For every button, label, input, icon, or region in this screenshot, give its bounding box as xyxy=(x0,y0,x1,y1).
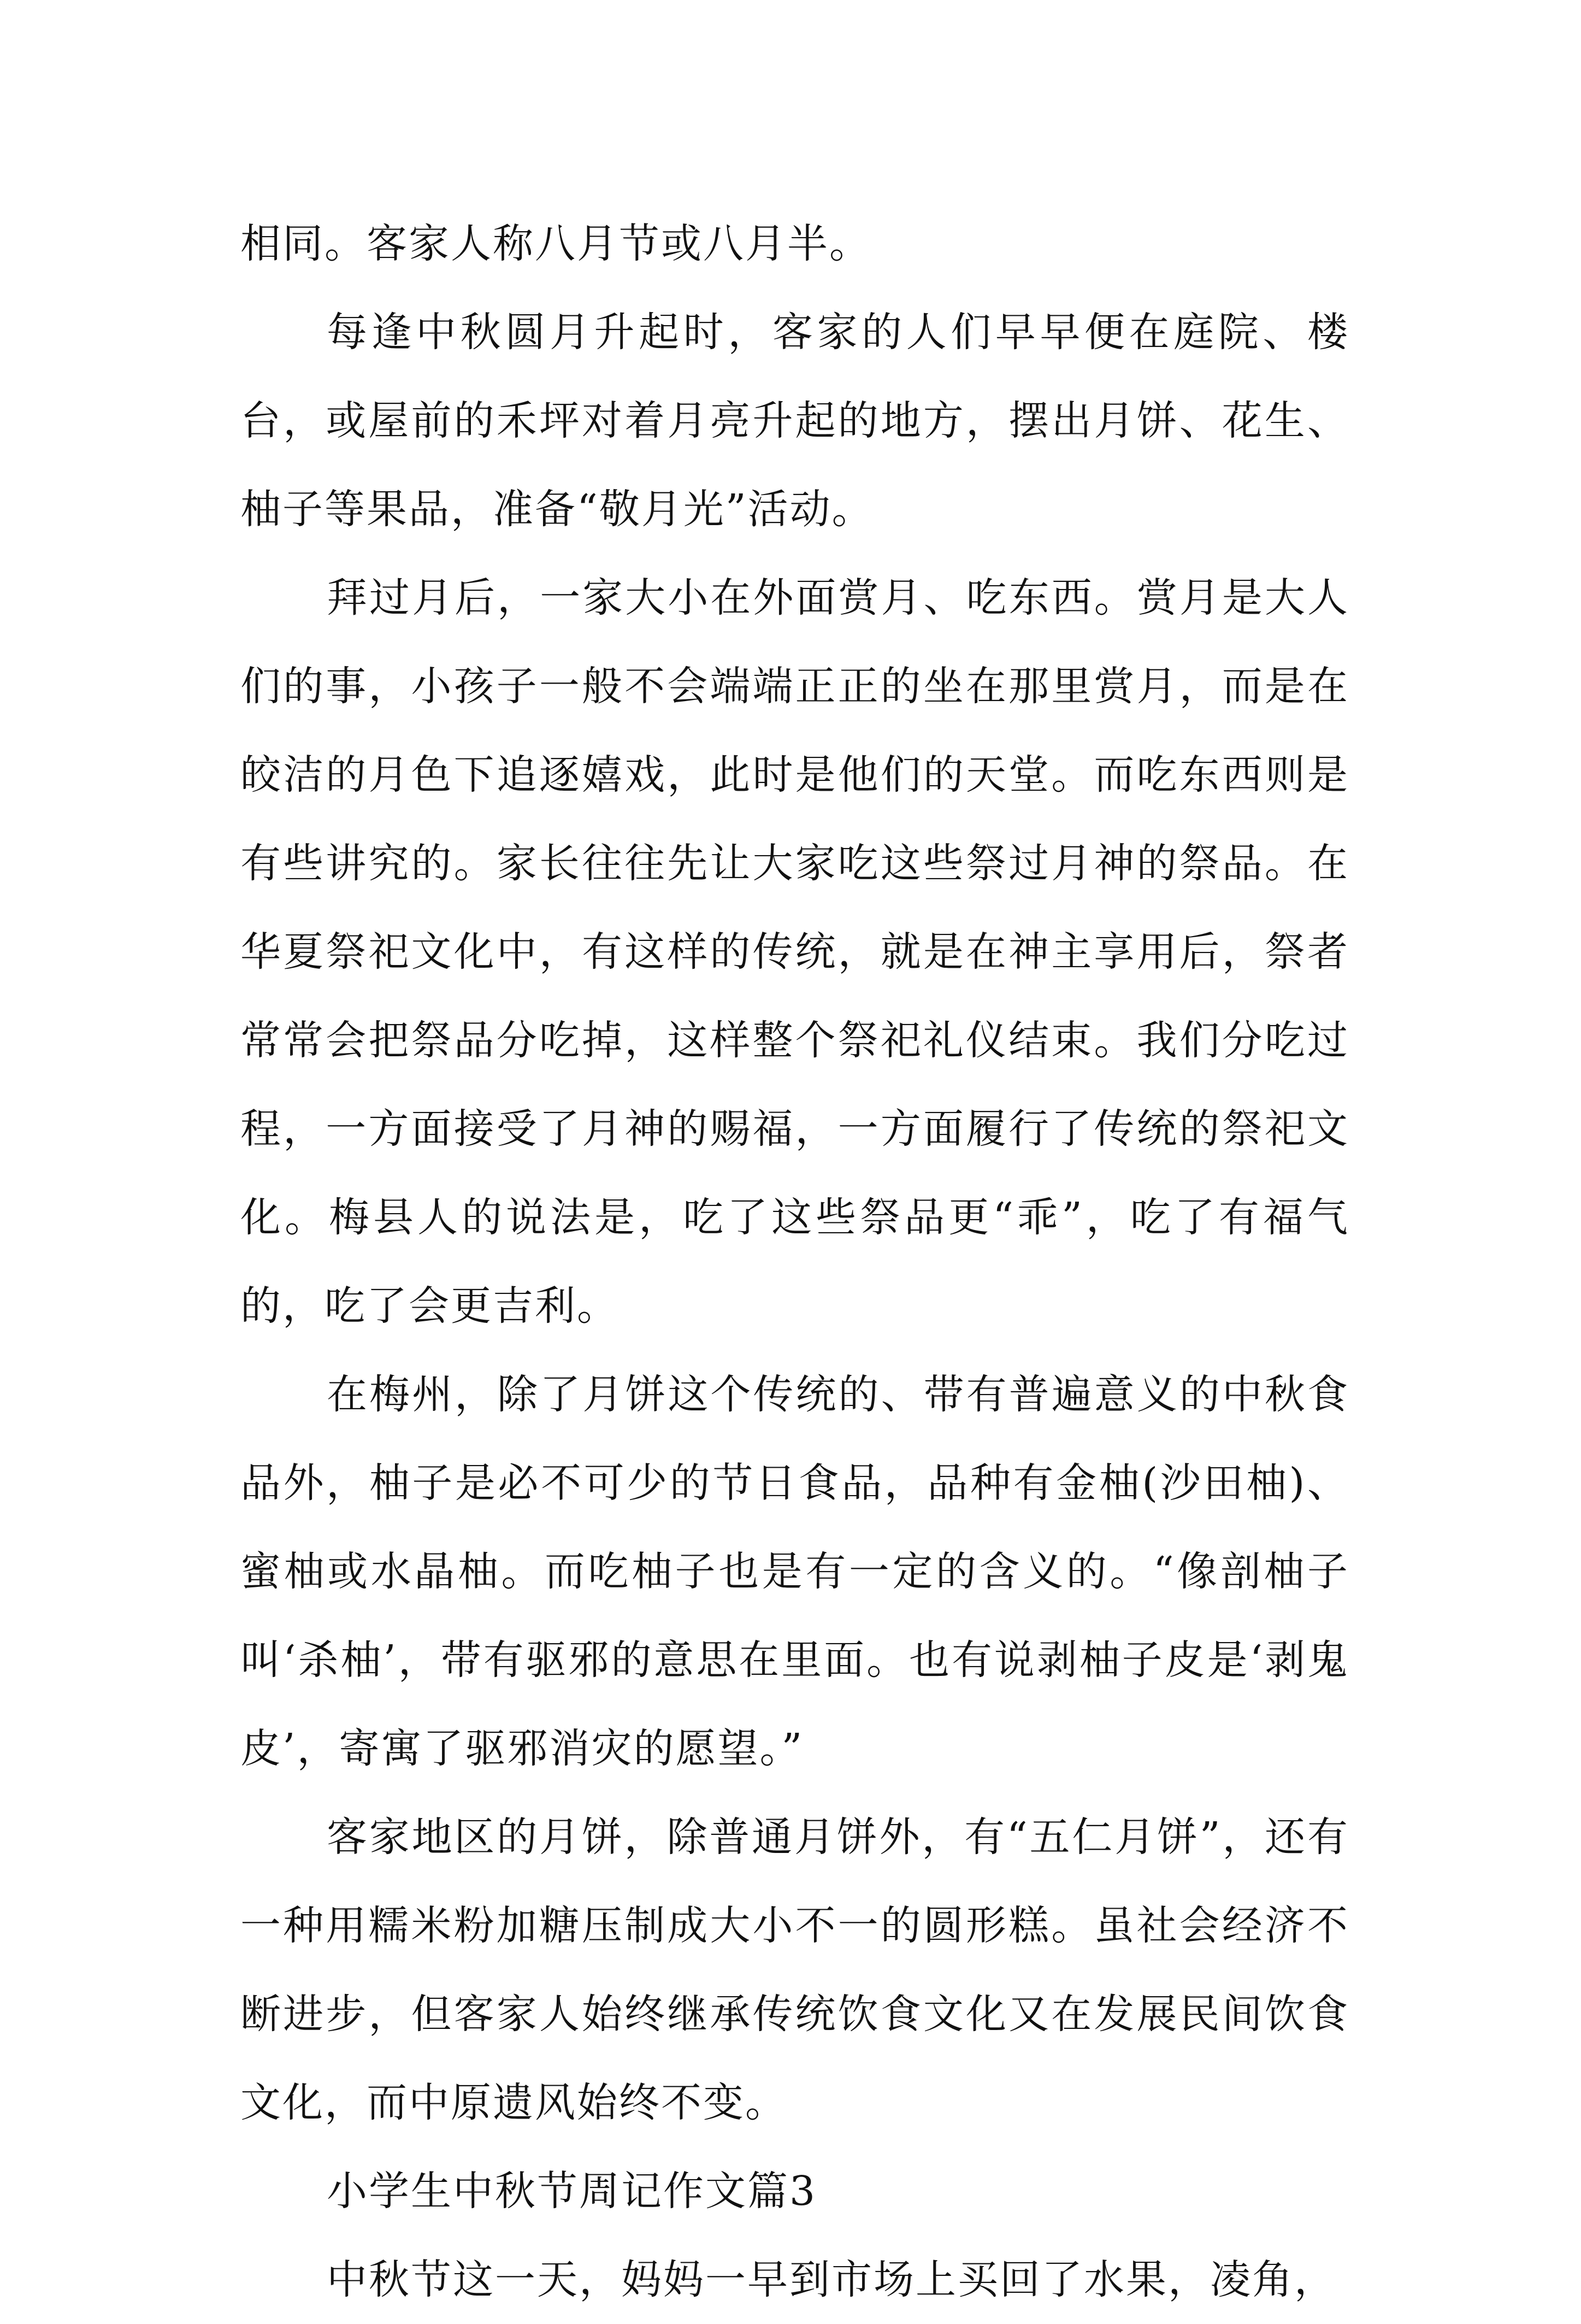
section-heading: 小学生中秋节周记作文篇3 xyxy=(327,2168,817,2215)
document-body xyxy=(240,199,1349,2324)
paragraph-essay-start: 中秋节这一天，妈妈一早到市场上买回了水果，凌角， xyxy=(327,2256,1336,2303)
paragraph-pomelo: 在梅州，除了月饼这个传统的、带有普遍意义的中秋食品外，柚子是必不可少的节日食品，品种有金柚(沙田柚)、蜜柚或水晶柚。而吃柚子也是有一定的含义的。“像剖柚子叫‘杀柚’，带有驱邪的意思在里面。也有说剥柚子皮是‘剥鬼皮’，寄寓了驱邪消灾的愿望。” xyxy=(240,1371,1349,1772)
paragraph-moon-viewing: 拜过月后，一家大小在外面赏月、吃东西。赏月是大人们的事，小孩子一般不会端端正正的坐在那里赏月，而是在皎洁的月色下追逐嬉戏，此时是他们的天堂。而吃东西则是有些讲究的。家长往往先让大家吃这些祭过月神的祭品。在华夏祭祀文化中，有这样的传统，就是在神主享用后，祭者常常会把祭品分吃掉，这样整个祭祀礼仪结束。我们分吃过程，一方面接受了月神的赐福，一方面履行了传统的祭祀文化。梅县人的说法是，吃了这些祭品更“乖”，吃了有福气的，吃了会更吉利。 xyxy=(240,574,1349,1329)
paragraph-continuation: 相同。客家人称八月节或八月半。 xyxy=(240,220,871,267)
paragraph-mooncake: 客家地区的月饼，除普通月饼外，有“五仁月饼”，还有一种用糯米粉加糖压制成大小不一的圆形糕。虽社会经济不断进步，但客家人始终继承传统饮食文化又在发展民间饮食文化，而中原遗风始终不变。 xyxy=(240,1814,1349,2126)
paragraph-moon-worship: 每逢中秋圆月升起时，客家的人们早早便在庭院、楼台，或屋前的禾坪对着月亮升起的地方，摆出月饼、花生、柚子等果品，准备“敬月光”活动。 xyxy=(240,309,1349,533)
